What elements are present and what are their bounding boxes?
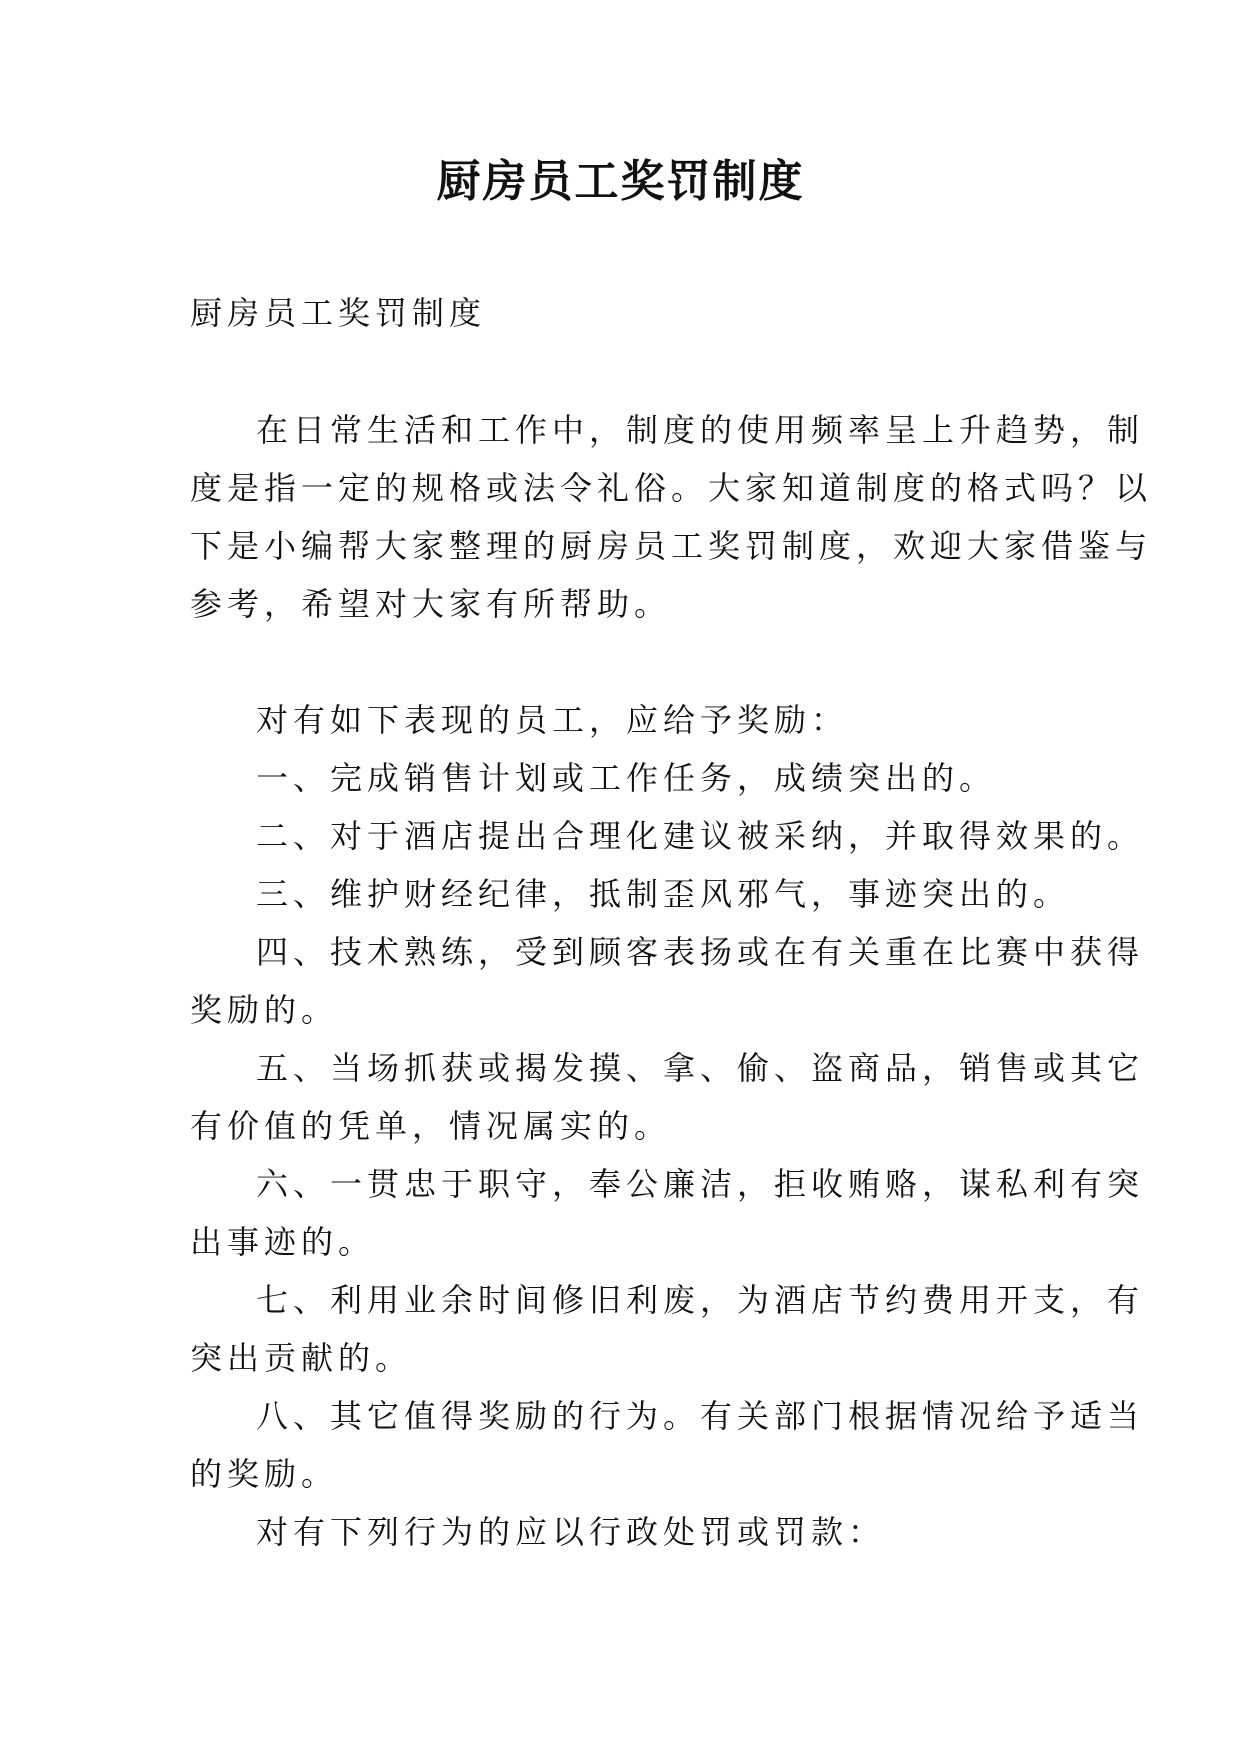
document-title: 厨房员工奖罚制度 — [436, 156, 805, 207]
document-subtitle: 厨房员工奖罚制度 — [190, 294, 487, 332]
paragraph-line: 下是小编帮大家整理的厨房员工奖罚制度，欢迎大家借鉴与 — [190, 527, 1153, 565]
list-item: 四、技术熟练，受到顾客表扬或在有关重在比赛中获得 — [256, 933, 1145, 971]
list-item: 八、其它值得奖励的行为。有关部门根据情况给予适当 — [256, 1397, 1145, 1435]
list-item: 五、当场抓获或揭发摸、拿、偷、盗商品，销售或其它 — [256, 1049, 1145, 1087]
list-item-continuation: 的奖励。 — [190, 1455, 339, 1493]
list-item: 六、一贯忠于职守，奉公廉洁，拒收贿赂，谋私利有突 — [256, 1165, 1145, 1203]
paragraph-line: 参考，希望对大家有所帮助。 — [190, 585, 672, 623]
paragraph-line: 在日常生活和工作中，制度的使用频率呈上升趋势，制 — [256, 411, 1145, 449]
paragraph-line: 对有如下表现的员工，应给予奖励： — [256, 701, 849, 739]
list-item: 三、维护财经纪律，抵制歪风邪气，事迹突出的。 — [256, 875, 1071, 913]
list-item: 一、完成销售计划或工作任务，成绩突出的。 — [256, 759, 997, 797]
list-item-continuation: 有价值的凭单，情况属实的。 — [190, 1107, 672, 1145]
paragraph-line: 度是指一定的规格或法令礼俗。大家知道制度的格式吗？以 — [190, 469, 1153, 507]
list-item-continuation: 出事迹的。 — [190, 1223, 376, 1261]
list-item: 七、利用业余时间修旧利废，为酒店节约费用开支，有 — [256, 1281, 1145, 1319]
list-item: 二、对于酒店提出合理化建议被采纳，并取得效果的。 — [256, 817, 1145, 855]
list-item-continuation: 奖励的。 — [190, 991, 339, 1029]
paragraph-line: 对有下列行为的应以行政处罚或罚款： — [256, 1513, 886, 1551]
list-item-continuation: 突出贡献的。 — [190, 1339, 413, 1377]
